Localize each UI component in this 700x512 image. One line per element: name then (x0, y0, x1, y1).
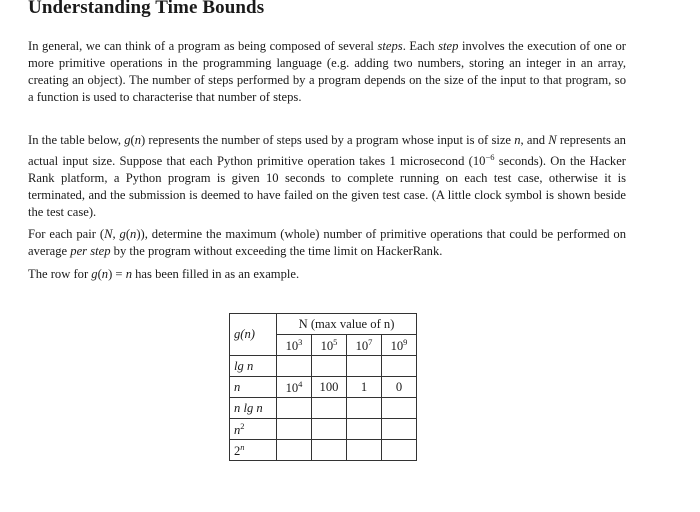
table-cell: 0 (382, 377, 417, 398)
text: . Each (402, 39, 439, 53)
table-cell[interactable] (277, 398, 312, 419)
table-row (230, 419, 417, 440)
text: by the program without exceeding the time limit on HackerRank. (110, 243, 443, 258)
header-g-label: g(n) (234, 327, 255, 341)
header-g (230, 314, 277, 356)
text: involves the execution of one or more primitive operations in the programming language (e.g. adding two numbers, storing an integer in an array, creating an object). The number of steps performed by a program depends on the size of the input to that program, so a function is used to characterise that number of steps. (28, 39, 626, 104)
text: g (91, 267, 98, 281)
table-cell[interactable] (277, 419, 312, 440)
text: )), determine the maximum (whole) number of primitive operations that could be performed on average (28, 227, 627, 258)
exponent: −6 (485, 151, 495, 162)
row-label (230, 398, 277, 419)
paragraph-instructions (28, 226, 626, 260)
table-cell[interactable] (312, 398, 347, 419)
paragraph-intro (28, 38, 626, 106)
table-cell[interactable] (347, 419, 382, 440)
text: N, g (104, 227, 126, 241)
text: n (125, 267, 132, 281)
table-cell[interactable] (382, 440, 417, 461)
row-label-text: n (234, 379, 241, 394)
header-N (277, 314, 417, 335)
row-label-base: n (234, 422, 241, 437)
text: In the table below, (28, 133, 125, 147)
cell-exp: 4 (298, 378, 303, 389)
table-cell[interactable] (312, 419, 347, 440)
row-label-base: 2 (234, 443, 241, 458)
text: In general, we can think of a program as being composed of several (28, 39, 378, 53)
table-cell: 1 (347, 377, 382, 398)
table-cell[interactable] (347, 440, 382, 461)
row-label-text: n lg n (234, 400, 263, 415)
text: n (130, 227, 137, 241)
table-cell[interactable] (277, 440, 312, 461)
col-exp: 5 (333, 336, 338, 347)
table-cell[interactable] (382, 398, 417, 419)
text: The row for (28, 267, 92, 281)
table-cell (277, 377, 312, 398)
table-row (230, 440, 417, 461)
table-cell[interactable] (277, 356, 312, 377)
col-base: 10 (320, 338, 334, 353)
row-label (230, 440, 277, 461)
text: For each pair ( (28, 227, 105, 241)
table-cell: 100 (312, 377, 347, 398)
text: n (514, 133, 521, 147)
text: steps (377, 39, 403, 53)
col-exp: 3 (298, 336, 303, 347)
row-label-exp: 2 (240, 420, 245, 431)
row-label-exp: n (240, 441, 245, 452)
text: , and (520, 133, 549, 147)
table-cell[interactable] (382, 356, 417, 377)
col-base: 10 (355, 338, 369, 353)
text: represents an actual input size. Suppose that each Python primitive operation takes 1 microsecond (10 (28, 133, 626, 168)
text: g (124, 133, 131, 147)
row-label (230, 356, 277, 377)
column-header (312, 335, 347, 356)
text: step (438, 39, 459, 53)
row-label-text: lg n (234, 358, 254, 373)
row-label (230, 377, 277, 398)
column-header (347, 335, 382, 356)
table-row (230, 356, 417, 377)
text: n (134, 133, 142, 147)
header-N-label: N (max value of n) (298, 316, 395, 331)
col-base: 10 (390, 338, 404, 353)
table-cell[interactable] (312, 440, 347, 461)
table-row (230, 398, 417, 419)
text: ) represents the number of steps used by a program whose input is of size (141, 133, 515, 147)
table-row (230, 377, 417, 398)
text: seconds). On the Hacker Rank platform, a Python program is given 10 seconds to complete running on each test case, otherwise it is terminated, and the submission is deemed to have failed on the given test case. (A little clock symbol is shown beside the test case). (28, 153, 626, 219)
text: n (101, 267, 109, 281)
paragraph-table-explanation (28, 132, 626, 221)
table-cell[interactable] (347, 356, 382, 377)
table-cell[interactable] (312, 356, 347, 377)
page-title: Understanding Time Bounds (28, 0, 265, 18)
text: ) = (108, 267, 126, 281)
column-header (277, 335, 312, 356)
text: N (548, 133, 557, 147)
col-exp: 7 (368, 336, 373, 347)
table-cell[interactable] (347, 398, 382, 419)
row-label (230, 419, 277, 440)
text: ( (125, 227, 131, 241)
cell-base: 10 (285, 380, 299, 395)
col-exp: 9 (403, 336, 408, 347)
paragraph-example-note (28, 266, 626, 283)
table-cell[interactable] (382, 419, 417, 440)
col-base: 10 (285, 338, 299, 353)
column-header (382, 335, 417, 356)
text: has been filled in as an example. (131, 267, 300, 281)
text: per step (70, 243, 111, 258)
text: ( (130, 133, 135, 147)
time-bounds-table (229, 313, 417, 461)
text: ( (97, 267, 102, 281)
